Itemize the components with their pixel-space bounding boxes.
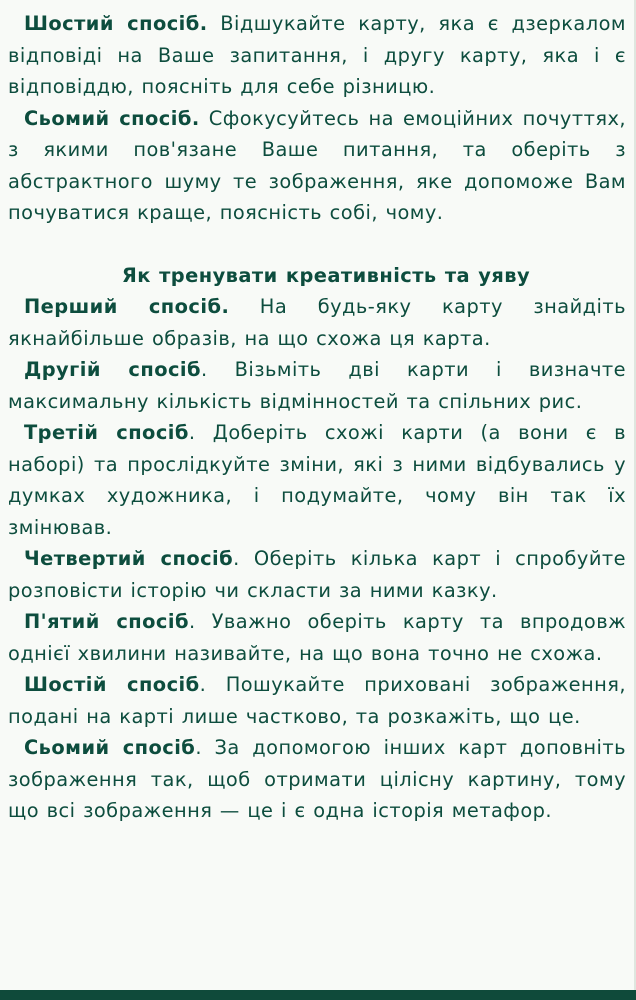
bottom-border-bar bbox=[0, 990, 636, 1000]
section-heading: Як тренувати креативність та уяву bbox=[121, 263, 531, 287]
method-text: . Оберіть кілька карт і спробуйте розповісти історію чи скласти за ними казку. bbox=[8, 547, 626, 602]
paragraph-text: Відшукайте карту, яка є дзеркалом відповіді на Ваше запитання, і другу карту, яка і є відповіддю, поясніть для себе різницю. bbox=[8, 12, 626, 98]
method-text: . Доберіть схожі карти (а вони є в наборі) та прослідкуйте зміни, які з ними відбувались у думках художника, і подумайте, чому він так їх змінював. bbox=[8, 421, 626, 539]
method-paragraph-1 bbox=[8, 291, 626, 354]
method-title: Четвертий спосіб bbox=[24, 547, 234, 570]
method-text: . За допомогою інших карт доповніть зображення так, щоб отримати цілісну картину, тому що всі зображення — це і є одна історія метафор. bbox=[8, 736, 626, 822]
method-title: Шостій спосіб bbox=[24, 673, 200, 696]
method-paragraph-7 bbox=[8, 732, 626, 827]
method-title: Перший спосіб. bbox=[24, 295, 230, 318]
method-text: . Візьміть дві карти і визначте максимальну кількість відмінностей та спільних рис. bbox=[8, 358, 626, 413]
method-paragraph-4 bbox=[8, 543, 626, 606]
paragraph-sixth-method-top bbox=[8, 8, 626, 103]
method-title: П'ятий спосіб bbox=[24, 610, 189, 633]
method-title: Третій спосіб bbox=[24, 421, 189, 444]
paragraph-title: Сьомий спосіб. bbox=[24, 106, 200, 130]
paragraph-title: Шостий спосіб. bbox=[24, 12, 208, 35]
method-text: На будь-яку карту знайдіть якнайбільше образів, на що схожа ця карта. bbox=[8, 295, 626, 350]
paragraph-seventh-method-top bbox=[8, 103, 626, 229]
method-title: Другій спосіб bbox=[24, 358, 202, 381]
method-title: Сьомий спосіб bbox=[24, 736, 196, 759]
page-text bbox=[8, 8, 626, 827]
method-paragraph-2 bbox=[8, 354, 626, 417]
method-text: . Уважно оберіть карту та впродовж однієї хвилини називайте, на що вона точно не схожа. bbox=[8, 610, 626, 665]
method-paragraph-6 bbox=[8, 669, 626, 732]
method-paragraph-5 bbox=[8, 606, 626, 669]
method-paragraph-3 bbox=[8, 417, 626, 543]
method-text: . Пошукайте приховані зображення, подані на карті лише частково, та розкажіть, що це. bbox=[8, 673, 626, 728]
section-spacer bbox=[8, 229, 626, 260]
paragraph-text: Сфокусуйтесь на емоційних почуттях, з якими пов'язане Ваше питання, та оберіть з абстрактного шуму те зображення, яке допоможе Вам почуватися краще, поясність собі, чому. bbox=[8, 106, 626, 224]
